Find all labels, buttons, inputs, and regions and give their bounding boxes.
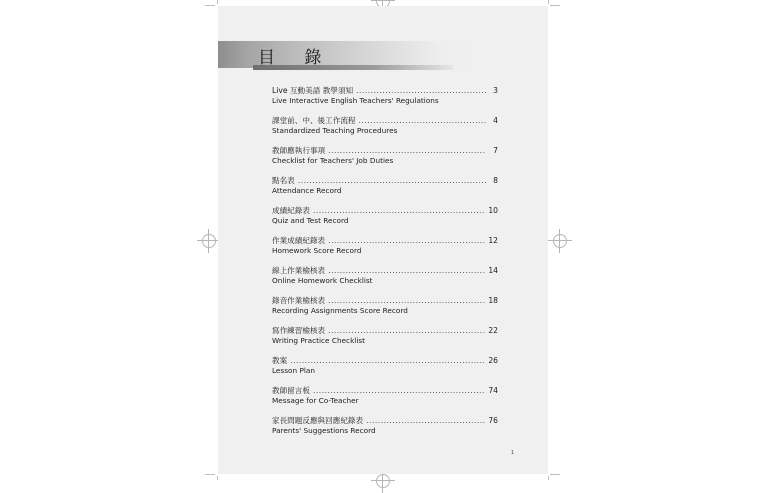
toc-entry-title-zh: 錄音作業檢核表: [272, 296, 326, 305]
toc-entry-title-zh: 線上作業檢核表: [272, 266, 326, 275]
toc-entry-title-en: Lesson Plan: [272, 366, 315, 375]
toc-leader-dots: [313, 386, 485, 396]
toc-leader-dots: [328, 266, 485, 276]
toc-entry-title-en: Online Homework Checklist: [272, 276, 373, 285]
toc-leader-dots: [290, 356, 485, 366]
toc-leader-dots: [328, 146, 486, 156]
toc-entry: [272, 356, 498, 386]
toc-leader-dots: [328, 236, 485, 246]
toc-entry-title-en: Checklist for Teachers' Job Duties: [272, 156, 394, 165]
toc-entry-title-zh: 教師留言板: [272, 386, 310, 395]
toc-entry-title-en: Parents' Suggestions Record: [272, 426, 376, 435]
page-number: 1: [511, 450, 515, 456]
toc-leader-dots: [313, 206, 485, 216]
toc-entry-page: 76: [488, 416, 498, 425]
toc-entry-page: 18: [488, 296, 498, 305]
toc-entry: [272, 116, 498, 146]
toc-entry-page: 22: [488, 326, 498, 335]
toc-entry: [272, 176, 498, 206]
toc-entry-page: 14: [488, 266, 498, 275]
toc-entry: [272, 236, 498, 266]
toc-leader-dots: [298, 176, 486, 186]
registration-mark: [376, 474, 390, 488]
toc-entry: [272, 266, 498, 296]
registration-mark: [553, 234, 567, 248]
registration-mark: [202, 234, 216, 248]
toc-entry-title-en: Live Interactive English Teachers' Regulations: [272, 96, 439, 105]
toc-leader-dots: [328, 326, 485, 336]
toc-entry-page: 3: [493, 86, 498, 95]
crop-mark: [550, 5, 560, 6]
toc-entry-title-zh: 教師應執行事項: [272, 146, 326, 155]
toc-entry-title-zh: 教案: [272, 356, 288, 365]
toc-entry-title-en: Homework Score Record: [272, 246, 362, 255]
toc-entry: [272, 326, 498, 356]
toc-entry-page: 7: [493, 146, 498, 155]
crop-mark: [548, 0, 549, 4]
toc-entry-page: 74: [488, 386, 498, 395]
toc-entry-page: 10: [488, 206, 498, 215]
toc-entry-title-en: Writing Practice Checklist: [272, 336, 366, 345]
toc-entry-title-zh: Live 互動美語 教學須知: [272, 86, 354, 95]
toc-entry-title-en: Message for Co-Teacher: [272, 396, 359, 405]
toc-entry: [272, 416, 498, 446]
toc-leader-dots: [366, 416, 485, 426]
toc-entry: [272, 86, 498, 116]
toc-entry: [272, 296, 498, 326]
toc-entry-title-zh: 作業成績紀錄表: [272, 236, 326, 245]
table-of-contents: [272, 86, 498, 446]
toc-leader-dots: [356, 86, 486, 96]
crop-mark: [205, 5, 215, 6]
toc-entry-title-zh: 寫作練習檢核表: [272, 326, 326, 335]
toc-entry: [272, 386, 498, 416]
crop-mark: [548, 476, 549, 480]
toc-entry-page: 26: [488, 356, 498, 365]
crop-mark: [205, 474, 215, 475]
toc-entry-page: 12: [488, 236, 498, 245]
crop-mark: [550, 474, 560, 475]
toc-entry-page: 8: [493, 176, 498, 185]
toc-entry-title-zh: 課堂前、中、後工作流程: [272, 116, 356, 125]
crop-mark: [217, 476, 218, 480]
page-title: 目 錄: [258, 48, 334, 68]
toc-entry-title-en: Attendance Record: [272, 186, 342, 195]
crop-mark: [217, 0, 218, 4]
toc-entry-title-zh: 成績紀錄表: [272, 206, 310, 215]
toc-entry-title-en: Standardized Teaching Procedures: [272, 126, 398, 135]
toc-entry-title-zh: 家長問題反應與回應紀錄表: [272, 416, 364, 425]
toc-entry-title-en: Quiz and Test Record: [272, 216, 349, 225]
toc-leader-dots: [328, 296, 485, 306]
toc-entry: [272, 146, 498, 176]
toc-entry-page: 4: [493, 116, 498, 125]
toc-entry: [272, 206, 498, 236]
toc-leader-dots: [359, 116, 486, 126]
toc-entry-title-en: Recording Assignments Score Record: [272, 306, 408, 315]
toc-entry-title-zh: 點名表: [272, 176, 295, 185]
